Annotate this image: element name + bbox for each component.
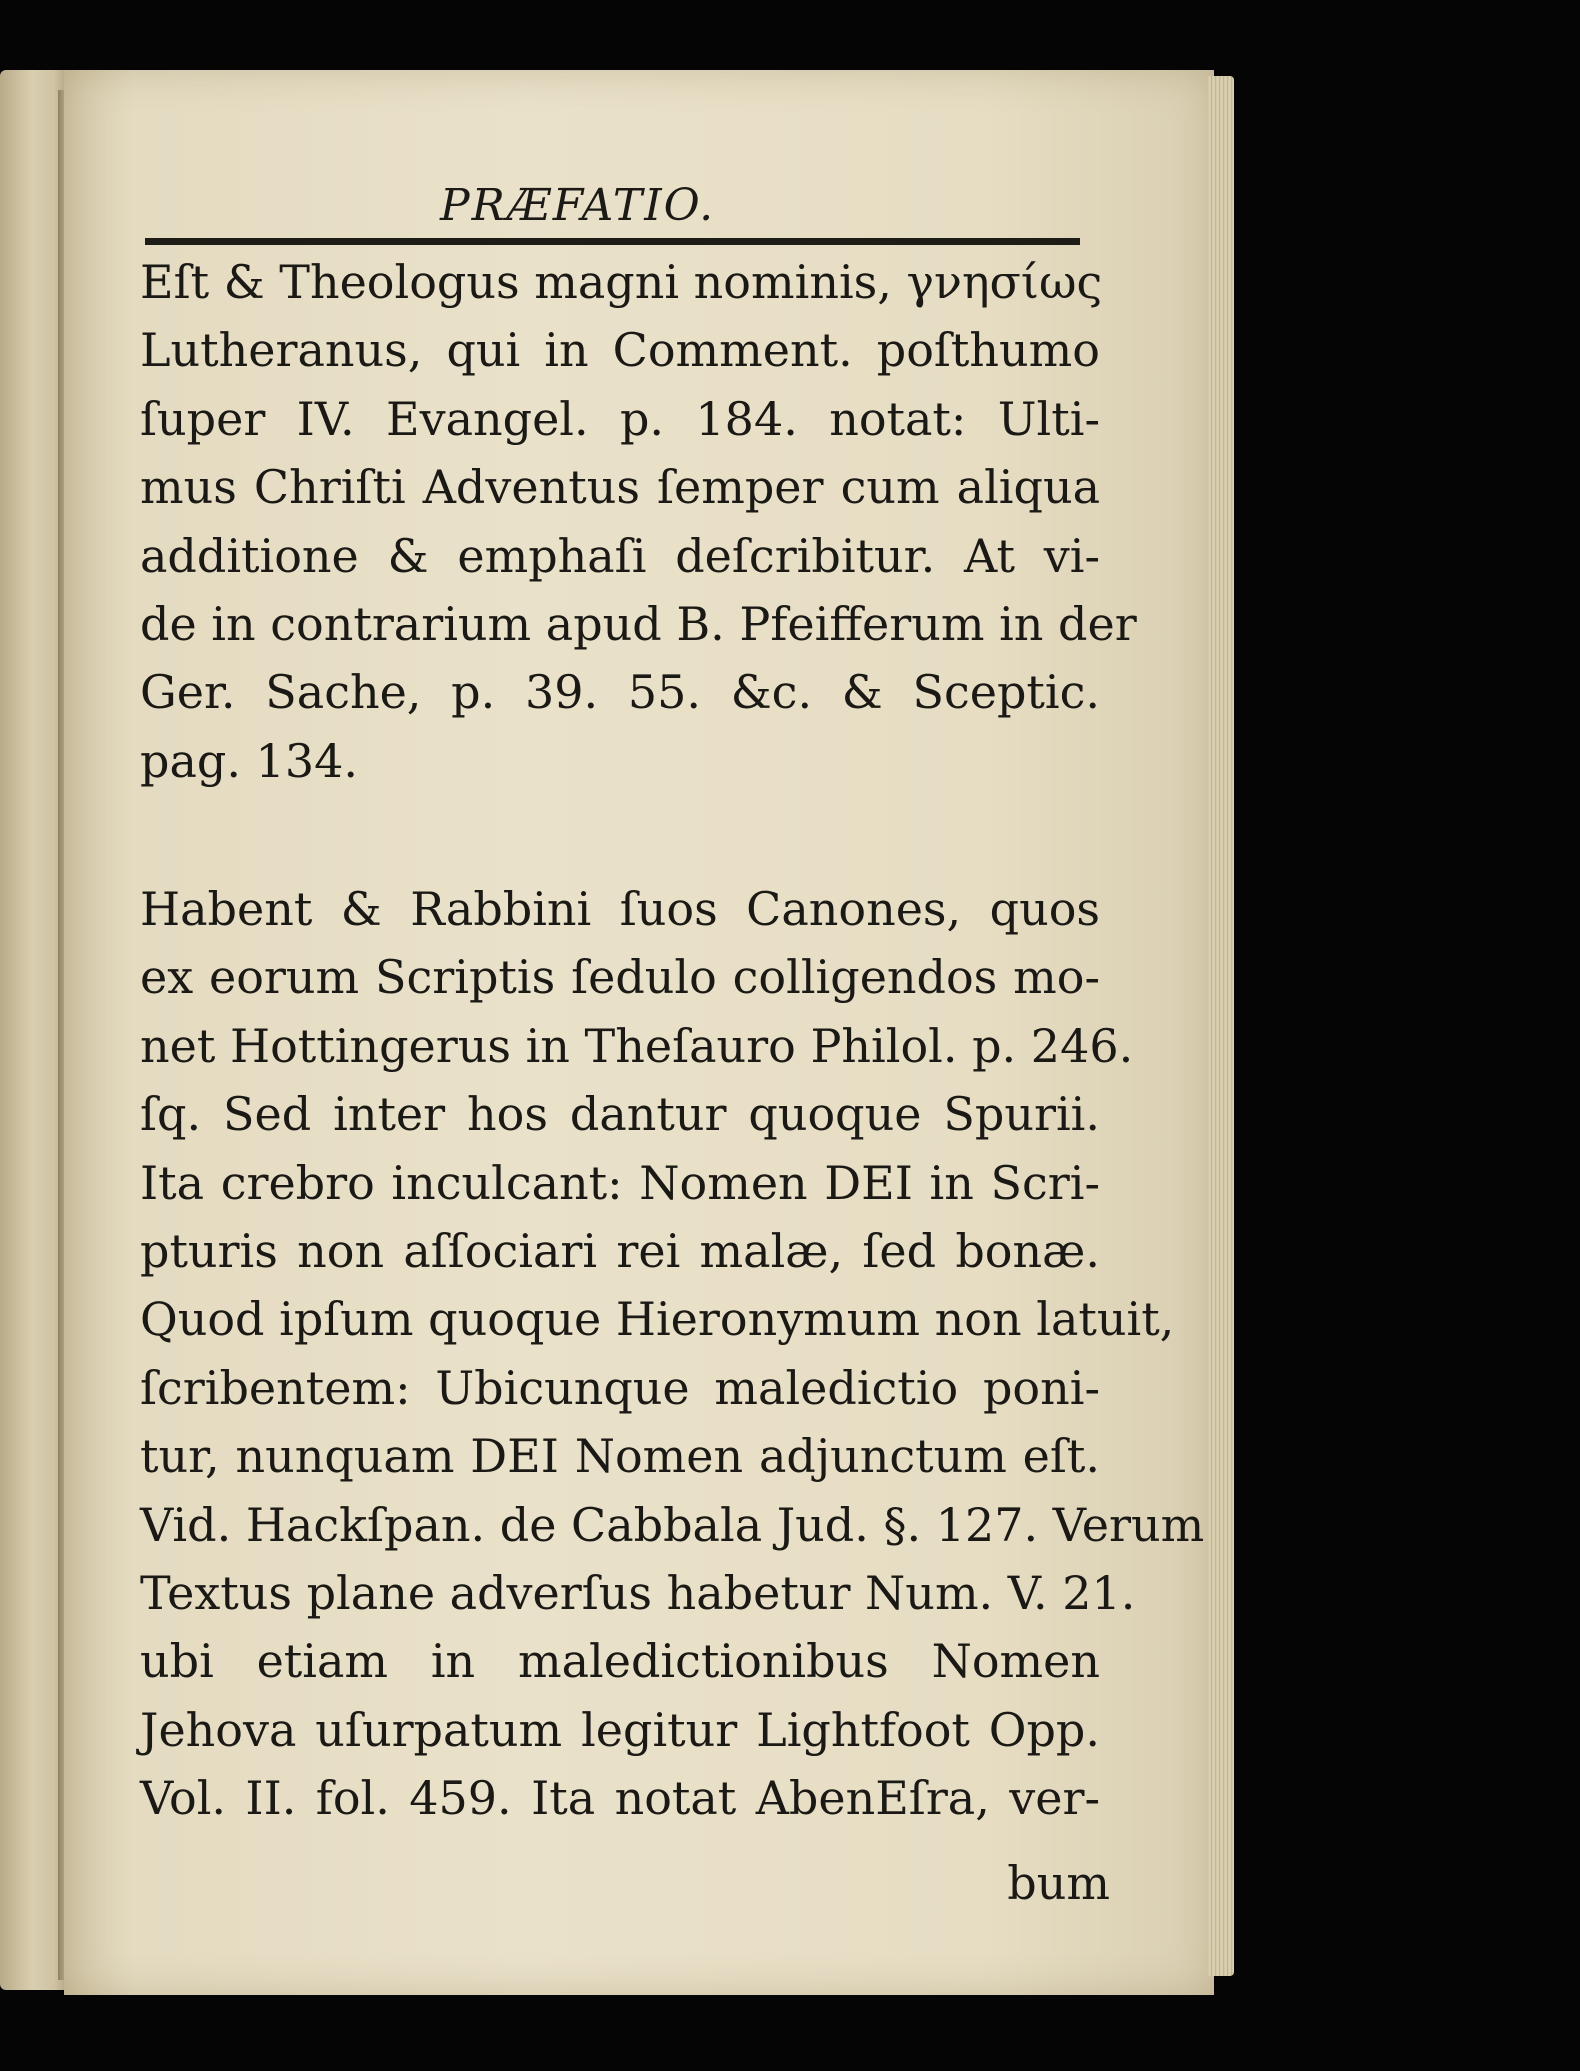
running-title: PRÆFATIO.	[440, 180, 716, 231]
text-line: ex eorum Scriptis ſedulo colligendos mo-	[140, 950, 1100, 1005]
text-line: pag. 134.	[140, 733, 358, 788]
header-rule	[145, 238, 1080, 245]
text-line: ſcribentem: Ubicunque maledictio poni-	[140, 1360, 1100, 1415]
text-line: Lutheranus, qui in Comment. poſthumo	[140, 323, 1100, 378]
catchword: bum	[1007, 1856, 1110, 1910]
text-line: Vol. II. fol. 459. Ita notat AbenEſra, ver-	[140, 1771, 1100, 1826]
text-line: ubi etiam in maledictionibus Nomen	[140, 1634, 1100, 1689]
text-line: tur, nunquam DEI Nomen adjunctum eſt.	[140, 1429, 1100, 1484]
text-line: net Hottingerus in Theſauro Philol. p. 246.	[140, 1018, 1134, 1073]
text-line: Ita crebro inculcant: Nomen DEI in Scri-	[140, 1155, 1100, 1210]
text-line: pturis non aſſociari rei malæ, ſed bonæ.	[140, 1224, 1100, 1279]
text-line: additione & emphaſi deſcribitur. At vi-	[140, 528, 1100, 583]
paragraph-1	[140, 248, 1137, 795]
text-line: Textus plane adverſus habetur Num. V. 21.	[140, 1566, 1136, 1621]
paragraph-2	[140, 875, 1205, 1833]
text-line: ſuper IV. Evangel. p. 184. notat: Ulti-	[140, 391, 1100, 446]
text-line: Vid. Hackſpan. de Cabbala Jud. §. 127. Verum	[140, 1497, 1205, 1552]
text-line: de in contrarium apud B. Pfeifferum in der	[140, 597, 1137, 652]
text-line: Habent & Rabbini ſuos Canones, quos	[140, 882, 1100, 936]
text-line: ſq. Sed inter hos dantur quoque Spurii.	[140, 1087, 1100, 1142]
text-line: Quod ipſum quoque Hieronymum non latuit,	[140, 1292, 1175, 1347]
text-line: Eſt & Theologus magni nominis, γνησίως	[140, 255, 1103, 309]
text-line: Jehova uſurpatum legitur Lightfoot Opp.	[140, 1702, 1100, 1757]
text-line: Ger. Sache, p. 39. 55. &c. & Sceptic.	[140, 665, 1100, 720]
text-line: mus Chriſti Adventus ſemper cum aliqua	[140, 460, 1100, 515]
page-edges	[1208, 76, 1234, 1976]
